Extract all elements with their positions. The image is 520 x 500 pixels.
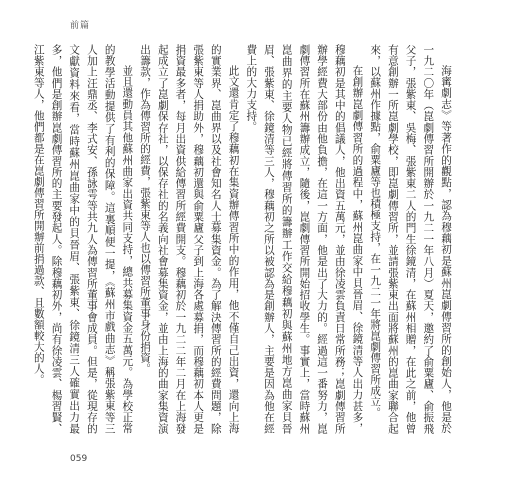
body-paragraph: 海寗劇志》等著作的觀點，認為穆藕初是蘇州崑劇傳習所的創始人，他是於一九二〇年（崑劇傳習所開辦於一九二一年八月）夏天，邀約了俞粟廬、俞振飛父子，張紫東、吳梅、張紫東二人的門生徐鏡清，在蘇州相贈，在此之前，他曾有意創辦一所崑劇學校，即崑劇傳習所，並請張紫東出面將蘇州的崑曲家聯合起來，以蘇州作據點，俞粟廬等也積極支持，在一九二一年將崑劇傳習所成立。	[369, 44, 452, 434]
vertical-text-body	[32, 44, 454, 434]
page-number: 059	[70, 454, 88, 464]
running-header: 前篇	[70, 21, 91, 31]
body-paragraph: 此文還肯定了穆藕初在集資辦傳習所中的作用，他不僅自己出資，還向上海的實業界、崑曲界以及社會知名人士募集資金。為了解決傳習所的經費問題，除張紫東等人捐助外，穆藕初還與俞粟廬父子到上海各處募捐，而穆藕初本人更是捐資最多者，每月出資供給傳習所經費開支。穆藕初於一九二二年二月在上海發起成立了崑劇保存社，以保存社的名義向社會募集資金，並由上海的曲家集資演出籌款，作為傳習所的經費，張紫東等人也以傳習所董事身份捐資。	[139, 44, 240, 434]
body-paragraph: 在創辦崑劇傳習所的過程中，蘇州崑曲家中貝晉眉、徐鏡清等人出力甚多，穆藕初是其中的倡議人，他出資五萬元，並由徐凌雲負責日常所務；崑劇傳習所辦學經費大部份由他負擔，在這一方面，他是出了大力的。經過這一番努力，崑劇傳習所在蘇州籌辦成立，隨後，崑劇傳習所開始招收學生。事實上，當時蘇州崑曲界的主要人物已經將傳習所的籌辦工作交給穆藕初與蘇州地方崑曲家貝晉眉、張紫東、徐鏡清等三人，穆藕初之所以被認為是創辦人，主要是因為他在經費上的大力支持。	[245, 44, 364, 434]
body-paragraph: 並且還動員其他蘇州曲家出資共同支持，總共募集資金五萬元。為學校正常的教學活動提供了有利的保障。這裏順便一提，《蘇州市戲曲志》稱張紫東等三人加上汪鼎丞、李式安、孫詠雩等共九人為傳習所董事會成員。但是，從現存的文獻資料來看，當時蘇州崑曲家中的貝晉眉、張紫東、徐鏡清三人確實出力最多，他們是創辦崑劇傳習所的主要發起人。除穆藕初外，尚有徐凌雲、楊習賢、江紫東等人，他們都是在崑劇傳習所開辦前捐過款、且數額較大的人。	[32, 44, 134, 434]
